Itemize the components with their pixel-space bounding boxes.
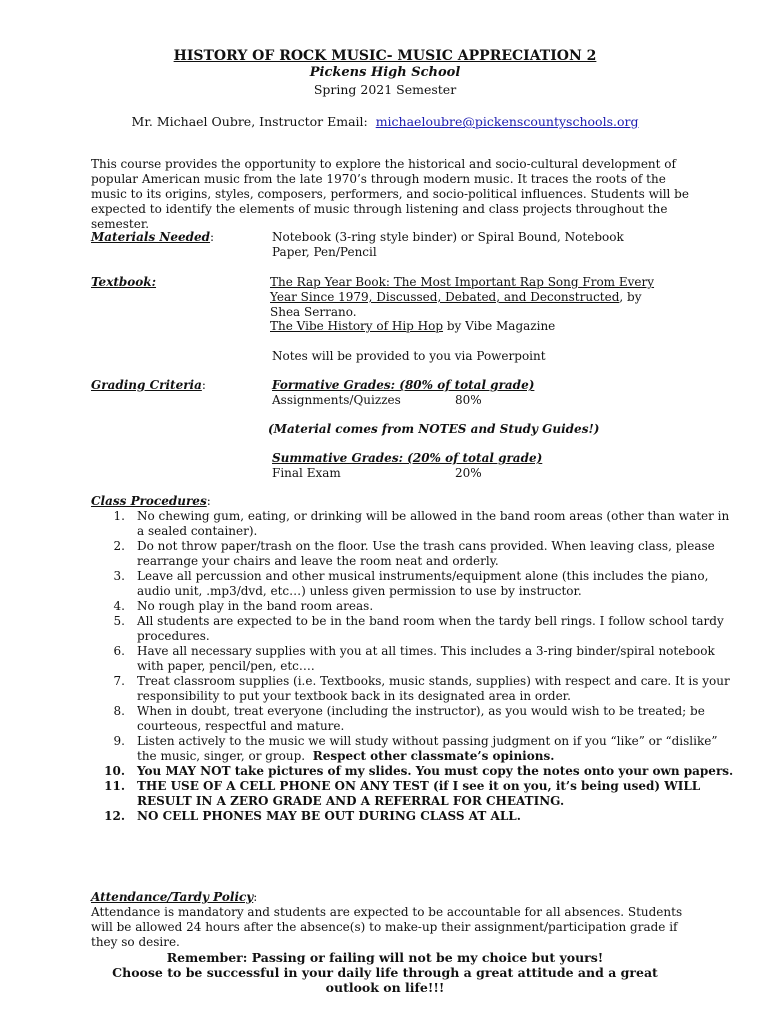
list-item: You MAY NOT take pictures of my slides. You must copy the notes onto your own papers. [137, 764, 734, 778]
closing-choose: Choose to be successful in your daily life through a great attitude and a great outlook on life!!! [112, 965, 658, 995]
course-description: This course provides the opportunity to explore the historical and socio-cultural development of popular American music from the late 1970’s through modern music. It traces the roots of the music to its origins, styles, composers, performers, and socio-political influences. Students will be expected to identify the elements of music through listening and class projects throughout the semester. [91, 157, 689, 231]
instructor-email-link[interactable]: michaeloubre@pickenscountyschools.org [375, 114, 639, 129]
formative-value: 80% [455, 393, 482, 407]
list-item: Treat classroom supplies (i.e. Textbooks, music stands, supplies) with respect and care. It is your responsibility to put your textbook back in its designated area in order. [137, 674, 730, 703]
materials-label: Materials Needed: [91, 230, 215, 244]
list-item: Do not throw paper/trash on the floor. Use the trash cans provided. When leaving class, please rearrange your chairs and leave the room neat and orderly. [137, 539, 715, 568]
summative-heading: Summative Grades: (20% of total grade) [272, 451, 543, 465]
semester: Spring 2021 Semester [313, 82, 457, 97]
textbook-2-author: by Vibe Magazine [443, 319, 556, 333]
attendance-label: Attendance/Tardy Policy: [91, 890, 258, 904]
materials-text: Notebook (3-ring style binder) or Spiral Bound, Notebook Paper, Pen/Pencil [272, 230, 624, 259]
textbook-1 [270, 275, 670, 320]
instructor-line [0, 114, 770, 129]
formative-row [272, 393, 572, 408]
list-item: No chewing gum, eating, or drinking will be allowed in the band room areas (other than water in a sealed container). [137, 509, 730, 538]
attendance-text: Attendance is mandatory and students are expected to be accountable for all absences. Students will be allowed 24 hours after the absence(s) to make-up their assignment/participation grade if they so desire. [91, 905, 683, 949]
material-note: (Material comes from NOTES and Study Guides!) [268, 422, 600, 436]
notes-line: Notes will be provided to you via Powerpoint [272, 349, 546, 363]
textbook-1-title: The Rap Year Book: The Most Important Rap Song From Every Year Since 1979, Discussed, Debated, and Deconstructed [270, 275, 655, 304]
summative-value: 20% [455, 466, 482, 480]
list-item-text: Listen actively to the music we will study without passing judgment on if you “like” or “dislike” the music, singer, or group. [137, 734, 718, 763]
textbook-2-title: The Vibe History of Hip Hop [270, 319, 444, 333]
formative-heading: Formative Grades: (80% of total grade) [272, 378, 535, 392]
textbook-2 [270, 319, 670, 334]
list-item: NO CELL PHONES MAY BE OUT DURING CLASS AT ALL. [137, 809, 521, 823]
list-item: Have all necessary supplies with you at all times. This includes a 3-ring binder/spiral notebook with paper, pencil/pen, etc…. [137, 644, 715, 673]
list-item: Leave all percussion and other musical instruments/equipment alone (this includes the piano, audio unit, .mp3/dvd, etc…) unless given permission to use by instructor. [137, 569, 709, 598]
summative-row [272, 466, 572, 481]
list-item: All students are expected to be in the band room when the tardy bell rings. I follow school tardy procedures. [137, 614, 724, 643]
list-item: THE USE OF A CELL PHONE ON ANY TEST (if I see it on you, it’s being used) WILL RESULT IN A ZERO GRADE AND A REFERRAL FOR CHEATING. [137, 779, 701, 808]
list-item [137, 734, 737, 764]
list-item: When in doubt, treat everyone (including the instructor), as you would wish to be treated; be courteous, respectful and mature. [137, 704, 705, 733]
closing-remember: Remember: Passing or failing will not be my choice but yours! [166, 950, 604, 965]
instructor-name: Mr. Michael Oubre, Instructor Email: [131, 114, 368, 129]
textbook-1-author: , by Shea Serrano. [270, 290, 642, 319]
list-item-emphasis: Respect other classmate’s opinions. [312, 749, 555, 763]
formative-item: Assignments/Quizzes [272, 393, 401, 407]
procedures-label: Class Procedures: [91, 494, 211, 508]
grading-label: Grading Criteria: [91, 378, 206, 392]
textbook-label: Textbook: [91, 275, 157, 289]
summative-item: Final Exam [272, 466, 341, 480]
document-title: HISTORY OF ROCK MUSIC- MUSIC APPRECIATION 2 [173, 48, 597, 64]
list-item: No rough play in the band room areas. [137, 599, 374, 613]
procedures-list [91, 509, 737, 824]
school-name: Pickens High School [309, 65, 461, 80]
